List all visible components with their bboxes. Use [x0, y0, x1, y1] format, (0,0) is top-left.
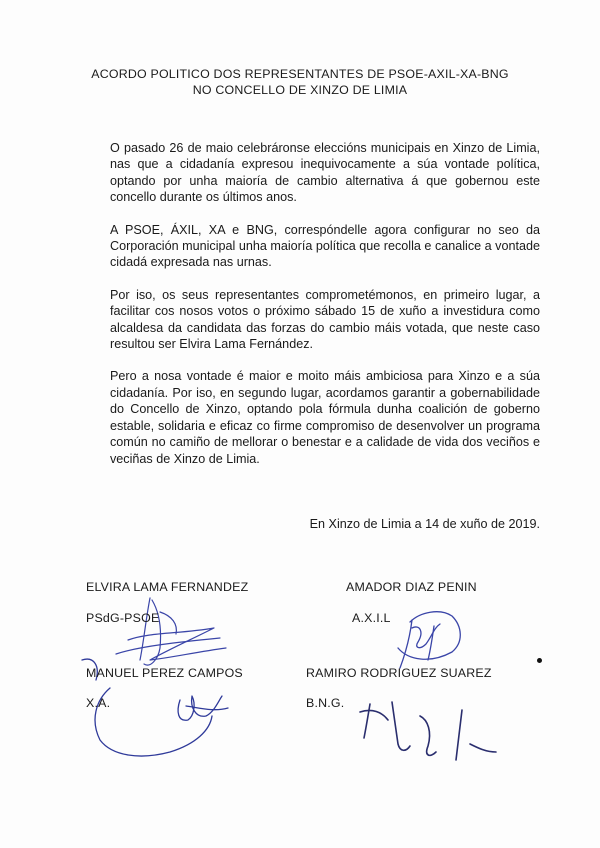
signatory-party: A.X.I.L	[352, 611, 391, 625]
signatory-name: ELVIRA LAMA FERNANDEZ	[86, 580, 249, 594]
paragraph: A PSOE, ÁXIL, XA e BNG, correspóndelle agora configurar no seo da Corporación municipal unha maioría política que recolla e canalice a vontade cidadá expresada nas urnas.	[110, 222, 540, 270]
signatory-name: MANUEL PEREZ CAMPOS	[86, 666, 243, 680]
signatory-party: X.A.	[86, 696, 111, 710]
title-line-1: ACORDO POLITICO DOS REPRESENTANTES DE PSOE-AXIL-XA-BNG	[91, 67, 509, 81]
signatory-party: B.N.G.	[306, 696, 345, 710]
place-date: En Xinzo de Limia a 14 de xuño de 2019.	[309, 517, 540, 531]
title-line-2: NO CONCELLO DE XINZO DE LIMIA	[192, 83, 408, 97]
paragraph: Pero a nosa vontade é maior e moito máis ambiciosa para Xinzo e a súa cidadanía. Por iso, en segundo lugar, acordamos garantir a gobernabilidade do Concello de Xinzo, optando pola fórmula dunha coalición de goberno estable, solidaria e eficaz co firme compromiso de desenvolver un programa común no camiño de mellorar o benestar e a calidade de vida dos veciños e veciñas de Xinzo de Limia.	[110, 369, 540, 466]
paragraph: Por iso, os seus representantes comprometémonos, en primeiro lugar, a facilitar cos nosos votos o próximo sábado 15 de xuño a investidura como alcaldesa da candidata das forzas do cambio máis votada, que neste caso resultou ser Elvira Lama Fernández.	[110, 287, 540, 352]
signatory-name: AMADOR DIAZ PENIN	[346, 580, 477, 594]
signature-ramiro-rodriguez	[360, 702, 496, 760]
signature-elvira-lama	[116, 598, 226, 665]
paragraph: O pasado 26 de maio celebráronse eleccións municipais en Xinzo de Limia, nas que a cidadanía expresou inequivocamente a súa vontade política, optando por unha maioría de cambio alternativa á que gobernou este concello durante os últimos anos.	[110, 141, 540, 205]
signatory-name: RAMIRO RODRIGUEZ SUAREZ	[306, 666, 492, 680]
signatory-party: PSdG-PSOE	[86, 611, 160, 625]
signature-amador-diaz	[398, 612, 460, 668]
ink-dot	[537, 658, 542, 663]
